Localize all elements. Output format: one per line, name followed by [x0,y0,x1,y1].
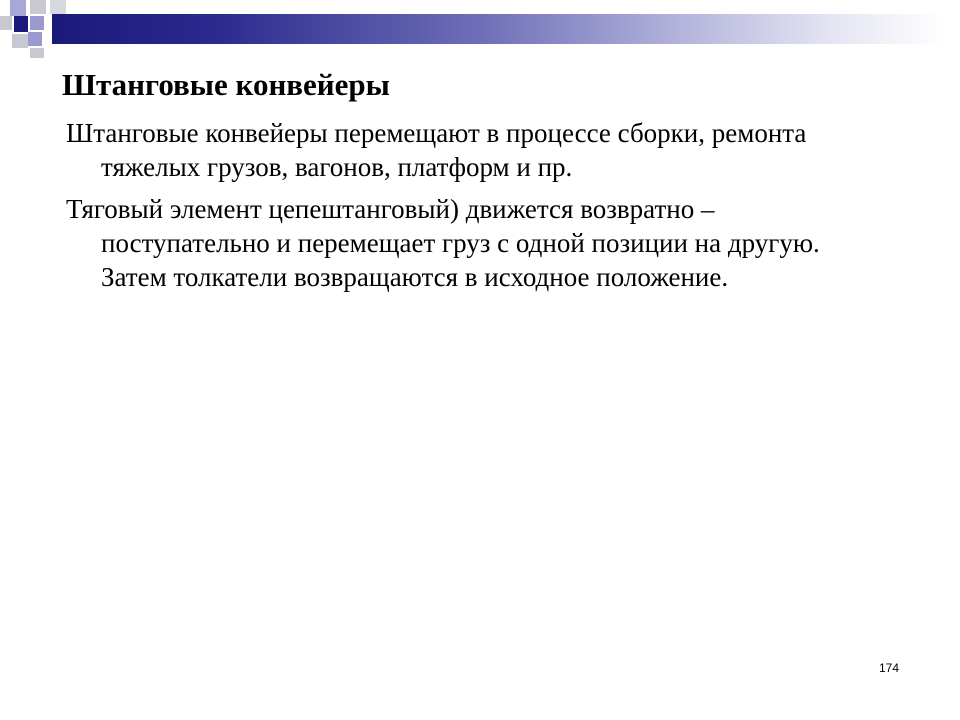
decor-square [14,16,28,32]
decor-square [28,32,42,46]
header-gradient-bar [52,14,944,44]
decor-square [12,34,28,48]
decor-square [50,0,66,14]
decor-square [30,0,46,14]
decor-square [30,16,44,30]
decor-square [30,48,44,58]
paragraph: Штанговые конвейеры перемещают в процессе сборки, ремонта тяжелых грузов, вагонов, платформ и пр. [66,118,807,182]
slide-body [66,116,866,302]
slide-title: Штанговые конвейеры [62,67,390,102]
paragraph: Тяговый элемент цепештанговый) движется возвратно – поступательно и перемещает груз с одной позиции на другую. Затем толкатели возвращаются в исходное положение. [66,194,820,292]
decor-square [10,0,26,16]
page-number: 174 [879,661,900,675]
decor-square [0,16,12,30]
